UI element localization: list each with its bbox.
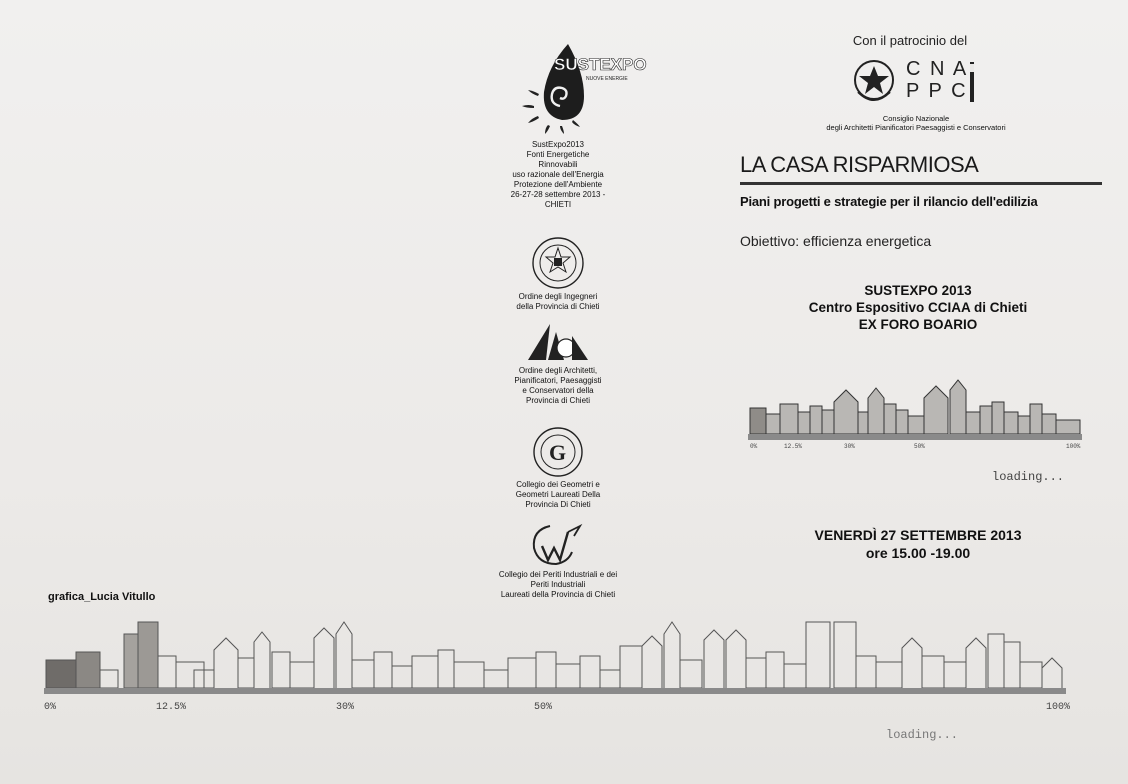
periti-block bbox=[460, 522, 656, 600]
skyline-loader-large bbox=[44, 612, 1074, 752]
objective-text: Obiettivo: efficienza energetica bbox=[740, 233, 932, 249]
page-title: LA CASA RISPARMIOSA bbox=[740, 152, 979, 177]
event-date: VENERDÌ 27 SETTEMBRE 2013 bbox=[814, 527, 1022, 543]
periti-logo-icon bbox=[528, 522, 588, 568]
cna-logo bbox=[852, 58, 982, 110]
architetti-label: Ordine degli Architetti, Pianificatori, Paesaggisti e Conservatori della Provincia di Chieti bbox=[514, 366, 602, 405]
ingegneri-block bbox=[470, 236, 646, 312]
event-time: ore 15.00 -19.00 bbox=[865, 545, 971, 561]
progress-ticks-small: 0% 12.5% 30% 50% 100% bbox=[750, 443, 1081, 450]
title-divider bbox=[740, 182, 1102, 185]
skyline-small-icon bbox=[748, 376, 1082, 442]
skyline-large-icon bbox=[44, 612, 1074, 696]
patronage-label: Con il patrocinio del bbox=[852, 33, 968, 48]
sustexpo-description: SustExpo2013 Fonti Energetiche Rinnovabili uso razionale dell'Energia Protezione dell'Ambiente 26-27-28 settembre 2013 - CHIETI bbox=[510, 140, 606, 209]
architetti-block bbox=[470, 322, 646, 406]
expo-venue: SUSTEXPO 2013 Centro Espositivo CCIAA di Chieti EX FORO BOARIO bbox=[808, 283, 1028, 332]
progress-ticks-large: 0% 12.5% 30% 50% 100% bbox=[44, 702, 1071, 713]
architetti-logo-icon bbox=[526, 322, 590, 362]
periti-label: Collegio dei Periti Industriali e dei Periti Industriali Laureati della Provincia di Chieti bbox=[498, 570, 618, 599]
skyline-loader-small bbox=[748, 376, 1082, 486]
geometri-label: Collegio dei Geometri e Geometri Laureati Della Provincia Di Chieti bbox=[515, 480, 601, 509]
subtitle: Piani progetti e strategie per il rilancio dell'edilizia bbox=[740, 194, 1038, 209]
sustexpo-logo bbox=[498, 36, 647, 134]
geometri-block bbox=[470, 426, 646, 510]
svg-text:G: G bbox=[549, 440, 567, 465]
svg-text:SUSTEXPO: SUSTEXPO bbox=[554, 55, 647, 74]
ingegneri-label: Ordine degli Ingegneri della Provincia di Chieti bbox=[516, 292, 600, 311]
republic-emblem-icon bbox=[852, 58, 896, 106]
loading-text-large: loading... bbox=[886, 728, 959, 742]
loading-text-small: loading... bbox=[992, 470, 1065, 484]
sustexpo-block bbox=[470, 36, 646, 210]
geometri-seal-icon bbox=[530, 426, 586, 478]
title-block bbox=[740, 152, 1102, 185]
cna-text: C N A bbox=[906, 58, 969, 80]
ppc-text: P P C bbox=[906, 80, 968, 102]
council-label: Consiglio Nazionale degli Architetti Pianificatori Paesaggisti e Conservatori bbox=[826, 114, 1006, 132]
ingegneri-seal-icon bbox=[530, 236, 586, 290]
event-datetime bbox=[752, 526, 1084, 562]
design-credit: grafica_Lucia Vitullo bbox=[48, 591, 156, 603]
svg-text:NUOVE ENERGIE: NUOVE ENERGIE bbox=[586, 76, 628, 82]
